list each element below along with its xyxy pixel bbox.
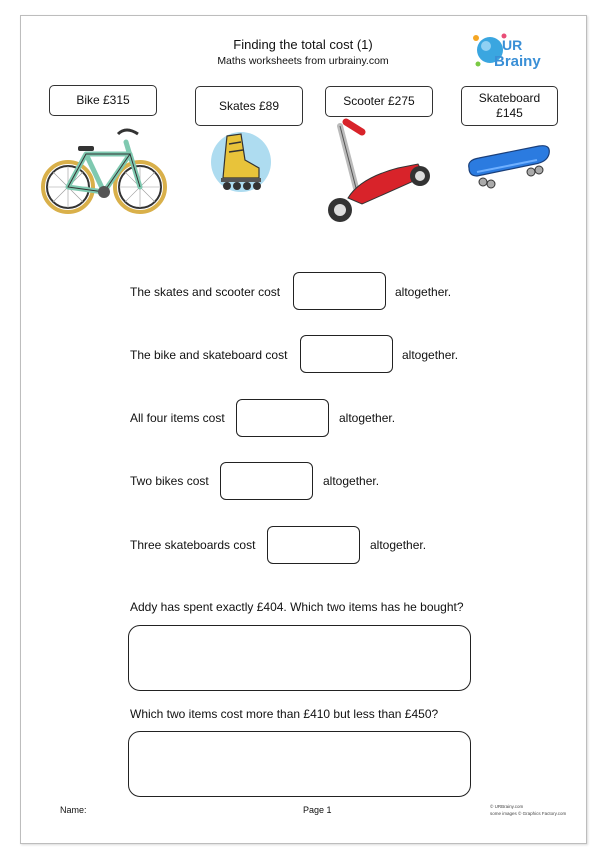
- price-box-scooter: Scooter £275: [325, 86, 433, 117]
- question-4-suffix: altogether.: [323, 474, 380, 488]
- question-2-prompt: The bike and skateboard cost: [130, 348, 288, 362]
- answer-box-4[interactable]: [220, 462, 313, 500]
- credit-line-1: © URBrainy.com: [490, 804, 524, 809]
- question-5-prompt: Three skateboards cost: [130, 538, 256, 552]
- credit-line-2: some images © Graphics Factory.com: [490, 811, 567, 816]
- page-title: Finding the total cost (1): [233, 37, 373, 52]
- skate-icon: [205, 130, 273, 195]
- page-subtitle: Maths worksheets from urbrainy.com: [217, 55, 389, 67]
- question-4-prompt: Two bikes cost: [130, 474, 209, 488]
- name-label: Name:: [60, 805, 87, 815]
- word-problem-1-prompt: Addy has spent exactly £404. Which two items has he bought?: [130, 600, 464, 614]
- answer-box-1[interactable]: [293, 272, 386, 310]
- price-box-bike: Bike £315: [49, 85, 157, 116]
- scooter-icon: [318, 118, 433, 226]
- question-1-suffix: altogether.: [395, 285, 452, 299]
- answer-box-3[interactable]: [236, 399, 329, 437]
- skateboard-icon: [465, 140, 555, 192]
- question-5-suffix: altogether.: [370, 538, 427, 552]
- bike-icon: [38, 122, 170, 222]
- page-number: Page 1: [303, 805, 332, 815]
- answer-box-5[interactable]: [267, 526, 360, 564]
- logo-text-bottom: Brainy: [494, 53, 541, 70]
- price-box-skates: Skates £89: [195, 86, 303, 126]
- question-3-suffix: altogether.: [339, 411, 396, 425]
- question-2-suffix: altogether.: [402, 348, 459, 362]
- word-problem-2-prompt: Which two items cost more than £410 but less than £450?: [130, 707, 439, 721]
- question-3-prompt: All four items cost: [130, 411, 225, 425]
- question-1-prompt: The skates and scooter cost: [130, 285, 281, 299]
- price-box-skateboard: Skateboard £145: [461, 86, 558, 126]
- urbrainy-logo: [468, 28, 564, 74]
- logo-text-top: UR: [502, 37, 523, 53]
- answer-box-2[interactable]: [300, 335, 393, 373]
- word-problem-2-answer-box[interactable]: [128, 731, 471, 797]
- word-problem-1-answer-box[interactable]: [128, 625, 471, 691]
